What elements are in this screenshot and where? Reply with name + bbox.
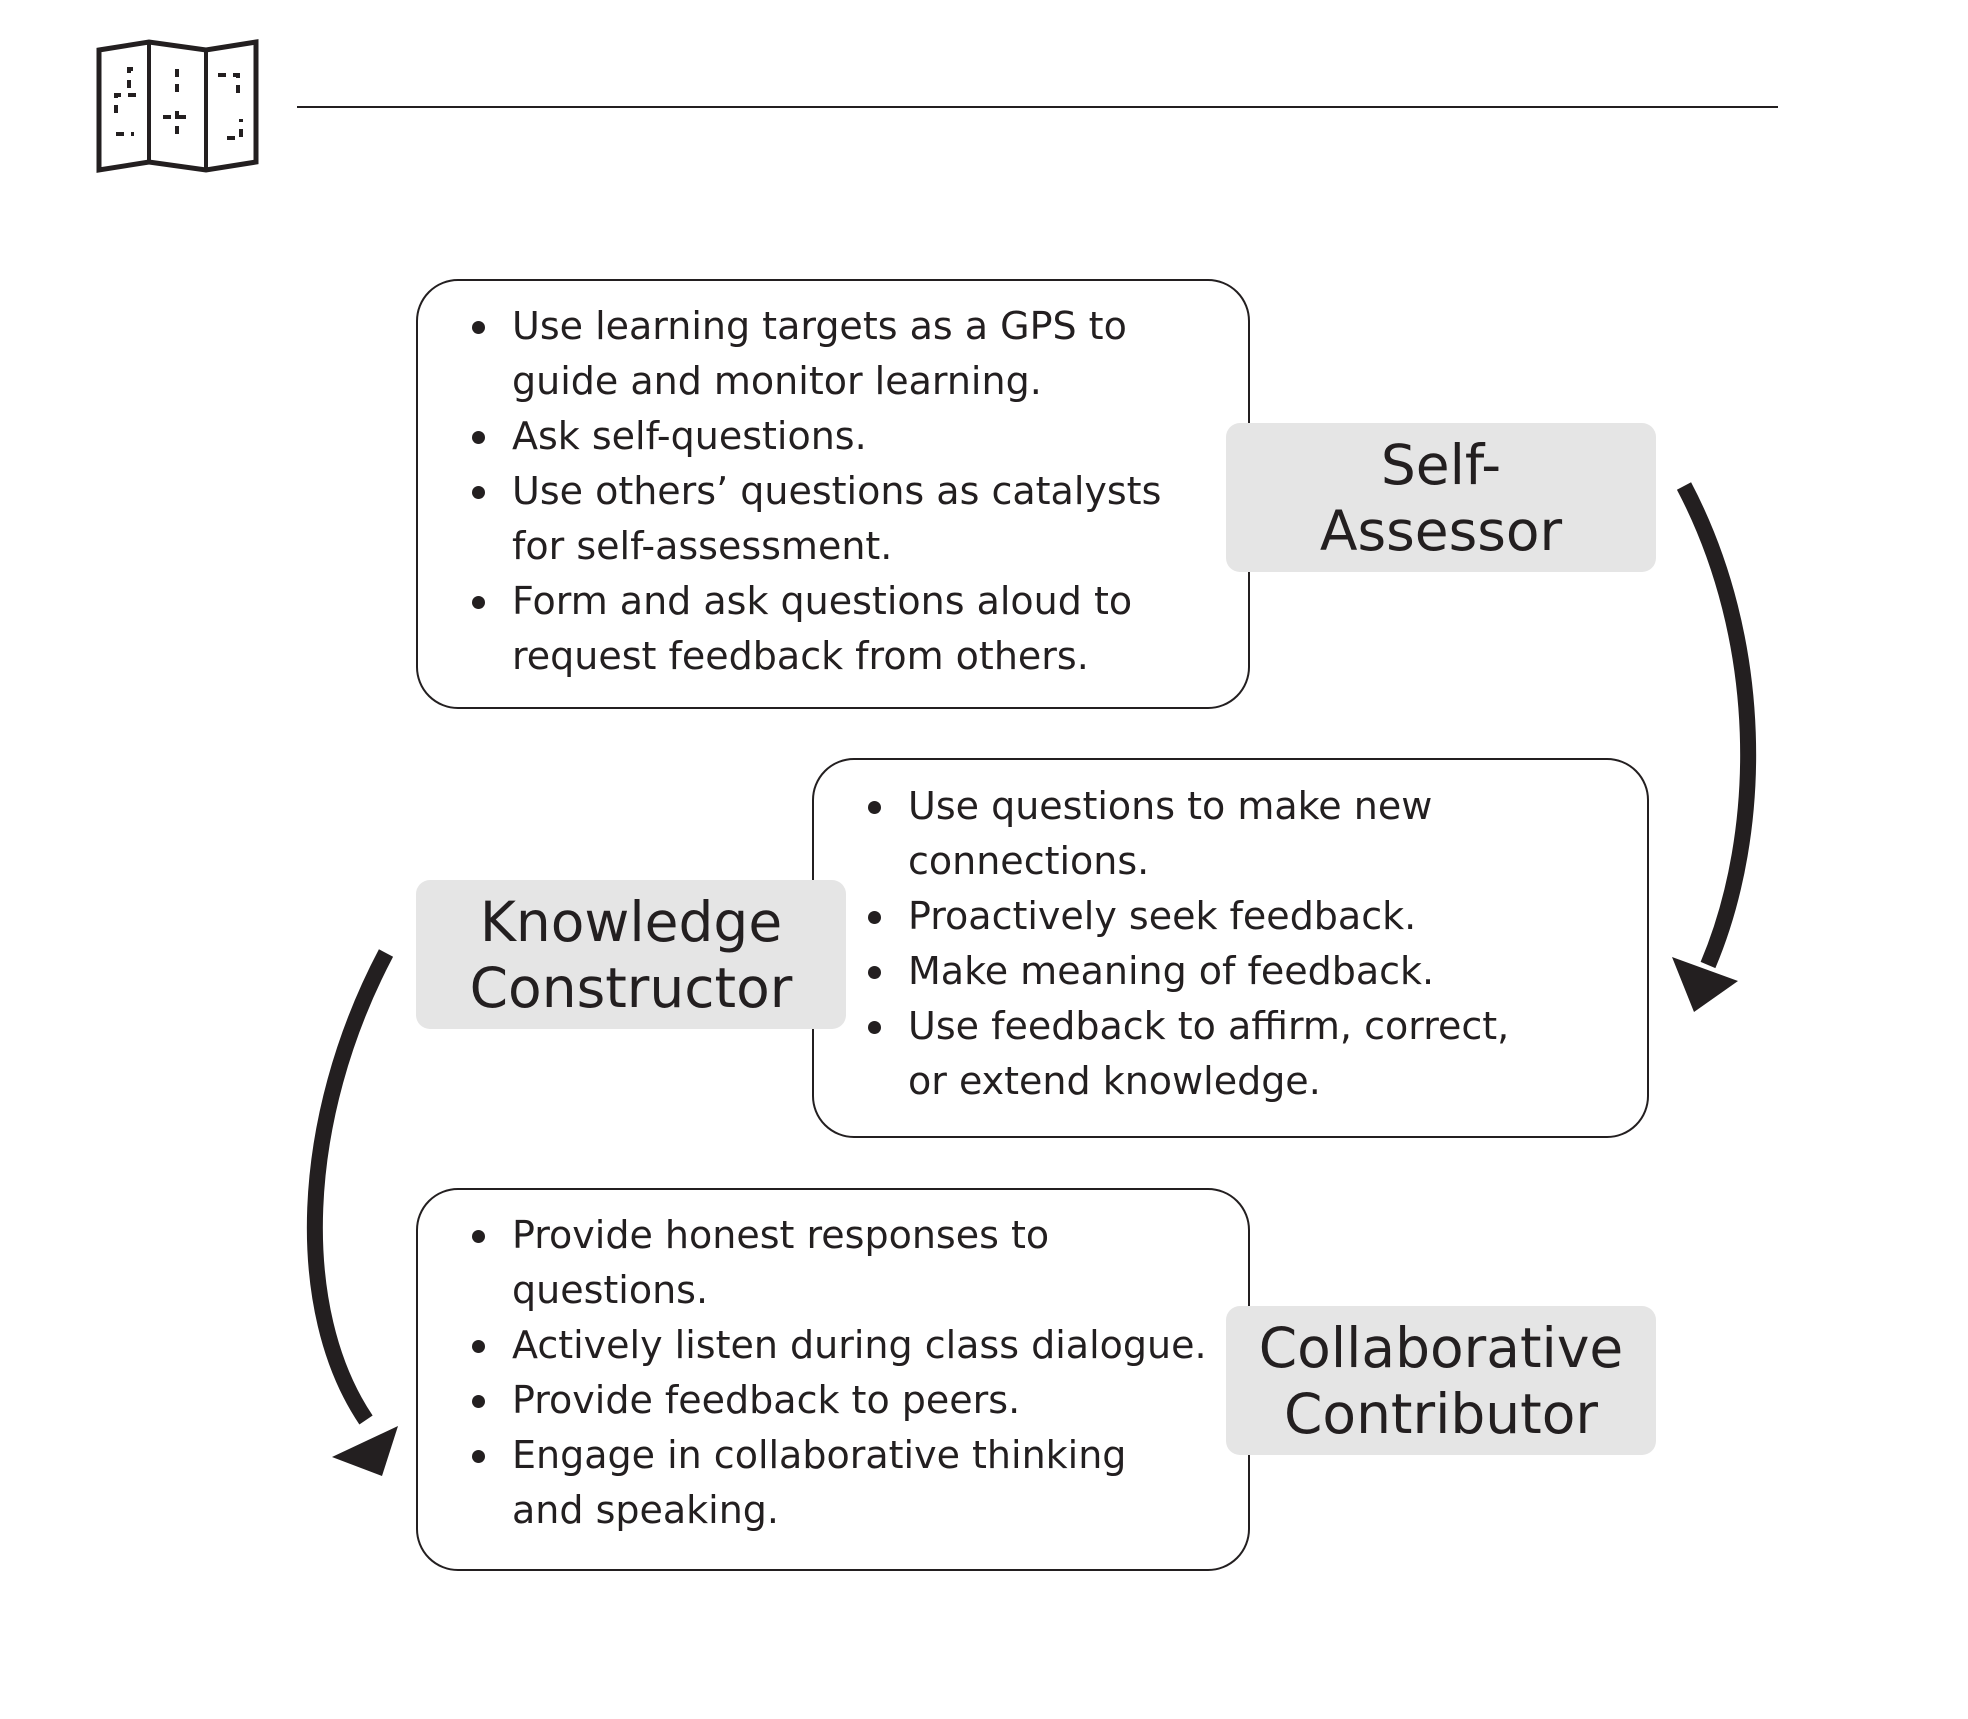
bullet-dot [868,1021,881,1034]
list-item [470,1373,1230,1428]
label-line: Knowledge [479,889,783,954]
bullet-dot [472,1450,485,1463]
bullet-text: Provide feedback to peers. [512,1378,1021,1422]
self-to-knowledge-arrow [1672,486,1748,1012]
label-line: Self- [1380,432,1502,497]
bullet-text: Make meaning of feedback. [908,949,1435,993]
header-rule [297,106,1778,108]
list-item [470,299,1230,409]
bullet-text: Proactively seek feedback. [908,894,1417,938]
list-item [470,409,1230,464]
bullet-dot [472,321,485,334]
bullet-text: connections. [908,839,1150,883]
bullet-text: Provide honest responses to [512,1213,1050,1257]
bullet-dot [472,1230,485,1243]
bullet-text: questions. [512,1268,709,1312]
bullet-dot [472,1340,485,1353]
bullet-text: Actively listen during class dialogue. [512,1323,1207,1367]
list-item [866,779,1626,889]
bullet-text: Use others’ questions as catalysts [512,469,1162,513]
bullet-text: Use questions to make new [908,784,1433,828]
list-item [470,1208,1230,1318]
knowledge-constructor-bullet-list [866,779,1626,1109]
bullet-text: Ask self-questions. [512,414,867,458]
bullet-text: Form and ask questions aloud to [512,579,1133,623]
bullet-text: Use feedback to affirm, correct, [908,1004,1510,1048]
collaborative-contributor-label [1226,1306,1656,1455]
bullet-dot [868,966,881,979]
list-item [470,574,1230,684]
bullet-text: Engage in collaborative thinking [512,1433,1127,1477]
list-item [470,464,1230,574]
bullet-text: or extend knowledge. [908,1059,1321,1103]
label-line: Collaborative [1258,1315,1624,1380]
bullet-text: guide and monitor learning. [512,359,1042,403]
label-line: Assessor [1319,498,1563,563]
bullet-text: and speaking. [512,1488,780,1532]
list-item [866,944,1626,999]
bullet-dot [472,596,485,609]
label-line: Constructor [469,955,793,1020]
list-item [470,1318,1230,1373]
bullet-text: for self-assessment. [512,524,893,568]
label-line: Contributor [1284,1381,1598,1446]
bullet-text: request feedback from others. [512,634,1089,678]
bullet-dot [868,801,881,814]
bullet-dot [868,911,881,924]
list-item [470,1428,1230,1538]
bullet-text: Use learning targets as a GPS to [512,304,1127,348]
folded-map-icon [96,39,259,173]
knowledge-constructor-label [416,880,846,1029]
bullet-dot [472,486,485,499]
bullet-dot [472,431,485,444]
knowledge-constructor-box [812,758,1649,1138]
collaborative-contributor-bullet-list [470,1208,1230,1538]
self-assessor-label [1226,423,1656,572]
knowledge-to-collaborative-arrow [315,953,398,1476]
list-item [866,999,1626,1109]
self-assessor-box [416,279,1250,709]
collaborative-contributor-box [416,1188,1250,1571]
list-item [866,889,1626,944]
self-assessor-bullet-list [470,299,1230,684]
bullet-dot [472,1395,485,1408]
